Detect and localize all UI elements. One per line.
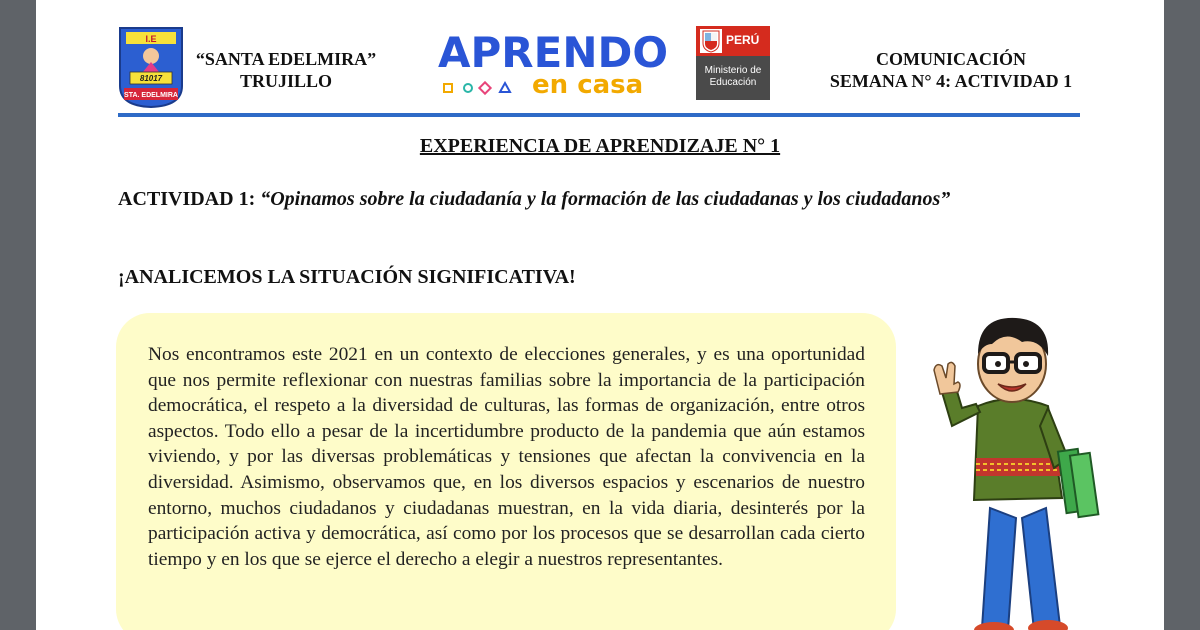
activity-title: “Opinamos sobre la ciudadanía y la formación de las ciudadanas y los ciudadanos”	[260, 188, 951, 210]
document-page	[36, 0, 1164, 630]
experience-title: EXPERIENCIA DE APRENDIZAJE N° 1	[419, 135, 781, 157]
school-name	[186, 48, 386, 92]
situation-paragraph: Nos encontramos este 2021 en un contexto de elecciones generales, y es una oportunidad que nos permite reflexionar con nuestras familias sobre la importancia de la participación democrática, el respeto a la diversidad de culturas, las formas de organización, entre otros aspectos. Todo ello a pesar de la incertidumbre producto de la pandemia que aún estamos viviendo, y por las diversas problemáticas y tensiones que afectan la convivencia en la diversidad. Asimismo, observamos que, en los diversos espacios y escenarios de nuestro entorno, muchos ciudadanos y ciudadanas muestran, en la vida diaria, desinterés por la participación activa y democrática, así como por los procesos que se desarrollan cada cierto tiempo y en los que se ejerce el derecho a elegir a nuestros representantes.	[148, 344, 865, 570]
school-logo-number: 81017	[139, 74, 163, 83]
course-title-line1: COMUNICACIÓN	[876, 49, 1026, 69]
ministry-logo-red-band	[696, 26, 770, 56]
ministry-name-line2: Educación	[709, 77, 757, 88]
en-casa-word: en casa	[532, 70, 644, 100]
shapes-icon	[442, 80, 532, 96]
school-logo-ie: I.E	[145, 34, 157, 44]
course-title-line2: SEMANA N° 4: ACTIVIDAD 1	[829, 71, 1073, 91]
aprendo-word: APRENDO	[438, 28, 669, 77]
coat-of-arms-icon	[700, 29, 722, 53]
header-divider	[118, 113, 1080, 117]
school-logo-bottom-text: STA. EDELMIRA	[124, 92, 178, 99]
school-name-line2: TRUJILLO	[239, 71, 333, 91]
ministry-name	[696, 56, 770, 100]
activity-line	[118, 188, 1118, 211]
student-character-illustration	[912, 308, 1112, 630]
activity-label: ACTIVIDAD 1:	[118, 188, 256, 210]
aprendo-en-casa-logo	[438, 28, 669, 102]
school-name-line1: “SANTA EDELMIRA”	[195, 49, 377, 69]
course-title	[806, 48, 1096, 92]
section-heading: ¡ANALICEMOS LA SITUACIÓN SIGNIFICATIVA!	[118, 266, 576, 288]
ministry-country: PERÚ	[726, 33, 760, 47]
ministry-name-line1: Ministerio de	[704, 65, 762, 76]
school-crest-logo	[118, 26, 184, 108]
ministry-logo	[696, 26, 770, 100]
